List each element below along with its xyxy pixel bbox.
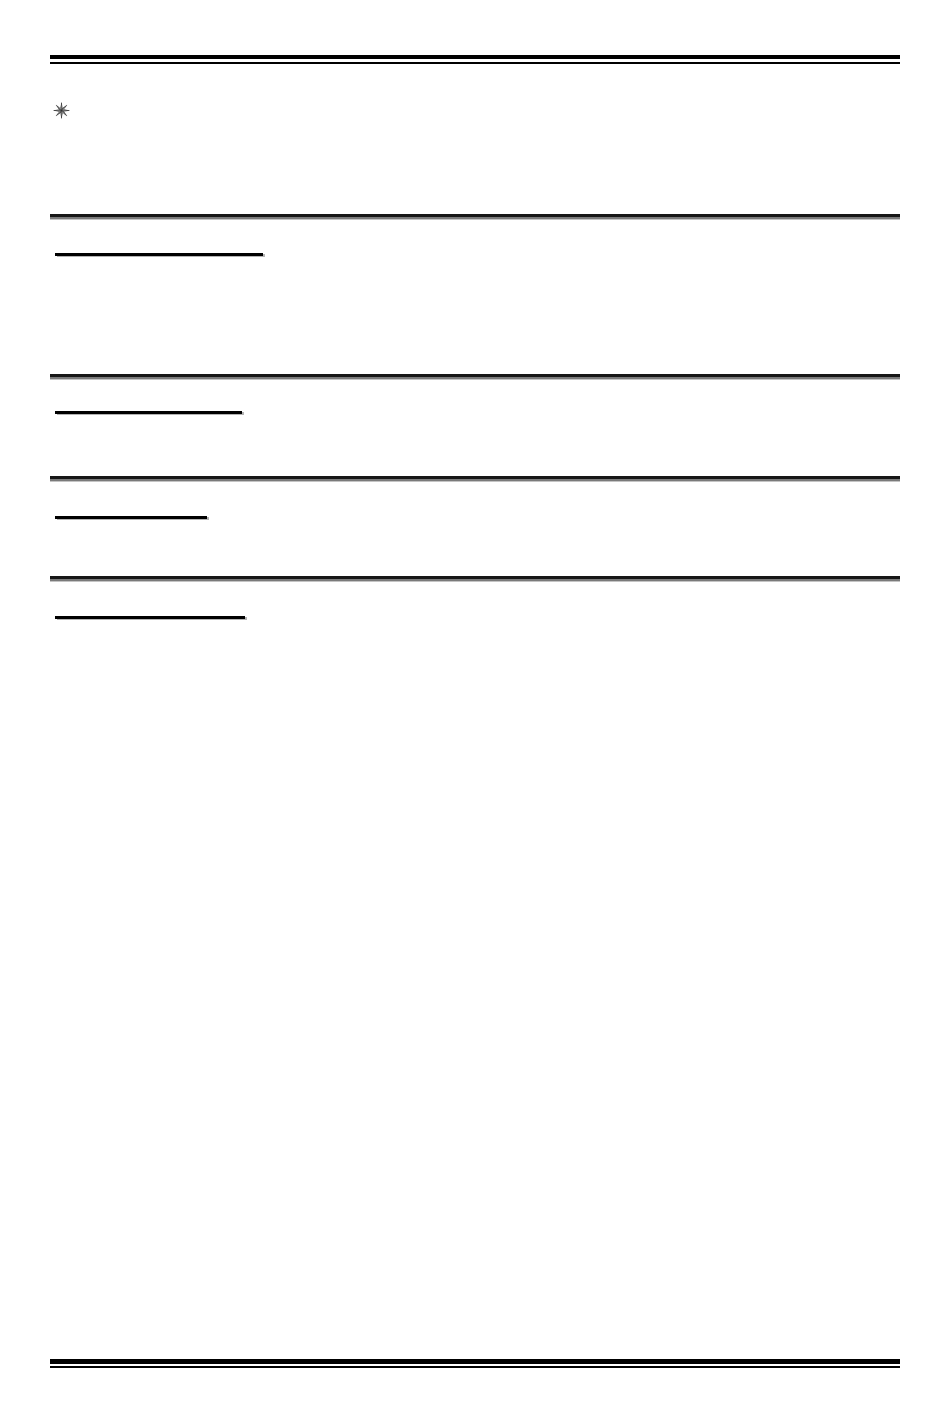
section-divider (50, 374, 900, 380)
section-divider (50, 576, 900, 582)
heading-underline (55, 516, 207, 519)
top-double-border (50, 55, 900, 64)
bottom-double-border (50, 1359, 900, 1368)
star-icon (53, 102, 70, 119)
heading-underline (55, 411, 242, 414)
heading-underline (55, 253, 263, 256)
section-divider (50, 214, 900, 220)
heading-underline (55, 616, 245, 619)
section-divider (50, 476, 900, 482)
